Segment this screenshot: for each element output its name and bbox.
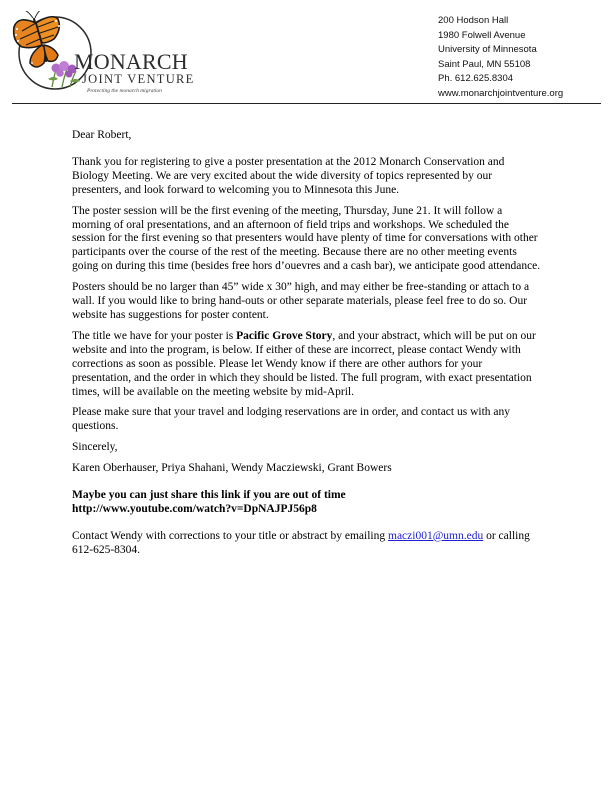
email-link[interactable]: maczi001@umn.edu — [388, 529, 484, 542]
address-line: Saint Paul, MN 55108 — [438, 58, 531, 70]
signatories: Karen Oberhauser, Priya Shahani, Wendy Macziewski, Grant Bowers — [72, 462, 392, 475]
letterhead-divider — [12, 103, 601, 104]
youtube-url: http://www.youtube.com/watch?v=DpNAJPJ56p8 — [72, 502, 317, 515]
paragraph-poster-size: Posters should be no larger than 45” wide x 30” high, and may either be free-standing or attach to a wall. If you would like to bring hand-outs or other separate materials, please feel free to do so. Our website has suggestions for poster content. — [72, 281, 530, 321]
monarch-logo — [12, 11, 198, 95]
letter-body — [72, 129, 542, 565]
title-followup-text: , and your abstract, which will be put on our website and into the program, is below. If either of these are incorrect, please contact Wendy with corrections as soon as possible. Please let Wendy know if there are other authors for your presentation, and the order in which they should be listed. The full program, with exact presentation times, will be available on the meeting website by mid-April. — [72, 329, 536, 398]
logo-wordmark-monarch: MONARCH — [74, 49, 188, 74]
address-phone: Ph. 612.625.8304 — [438, 73, 514, 85]
title-intro-text: The title we have for your poster is — [72, 329, 237, 342]
contact-intro-text: Contact Wendy with corrections to your title or abstract by emailing — [72, 529, 388, 542]
address-line: University of Minnesota — [438, 44, 537, 56]
logo-tagline: Protecting the monarch migration — [87, 88, 162, 94]
share-link-note: Maybe you can just share this link if you are out of time — [72, 489, 346, 502]
letterhead-address — [438, 14, 563, 102]
logo-wordmark-joint-venture: JOINT VENTURE — [82, 72, 195, 86]
paragraph-contact — [72, 530, 542, 558]
address-line: 200 Hodson Hall — [438, 15, 509, 26]
paragraph-travel: Please make sure that your travel and lodging reservations are in order, and contact us with any questions. — [72, 406, 510, 433]
paragraph-registration: Thank you for registering to give a poster presentation at the 2012 Monarch Conservation and Biology Meeting. We are very excited about the wide diversity of topics represented by our presenters, and look forward to welcoming you to Minnesota this June. — [72, 155, 505, 196]
address-website: www.monarchjointventure.org — [438, 87, 564, 99]
poster-title: Pacific Grove Story — [236, 329, 333, 342]
address-line: 1980 Folwell Avenue — [438, 29, 526, 41]
contact-phone-text: or calling 612-625-8304. — [72, 529, 530, 556]
closing: Sincerely, — [72, 441, 118, 454]
share-link-block — [72, 489, 542, 517]
salutation: Dear Robert, — [72, 129, 132, 141]
paragraph-poster-title — [72, 330, 542, 400]
paragraph-poster-session: The poster session will be the first evening of the meeting, Thursday, June 21. It will follow a morning of oral presentations, and an afternoon of field trips and workshops. We scheduled the session for the first evening so that presenters would have plenty of time for conversations with other participants over the course of the rest of the meeting. Because there are no other meeting events going on during this time (besides free hors d’ouevres and a cash bar), we anticipate good attendance. — [72, 204, 541, 273]
